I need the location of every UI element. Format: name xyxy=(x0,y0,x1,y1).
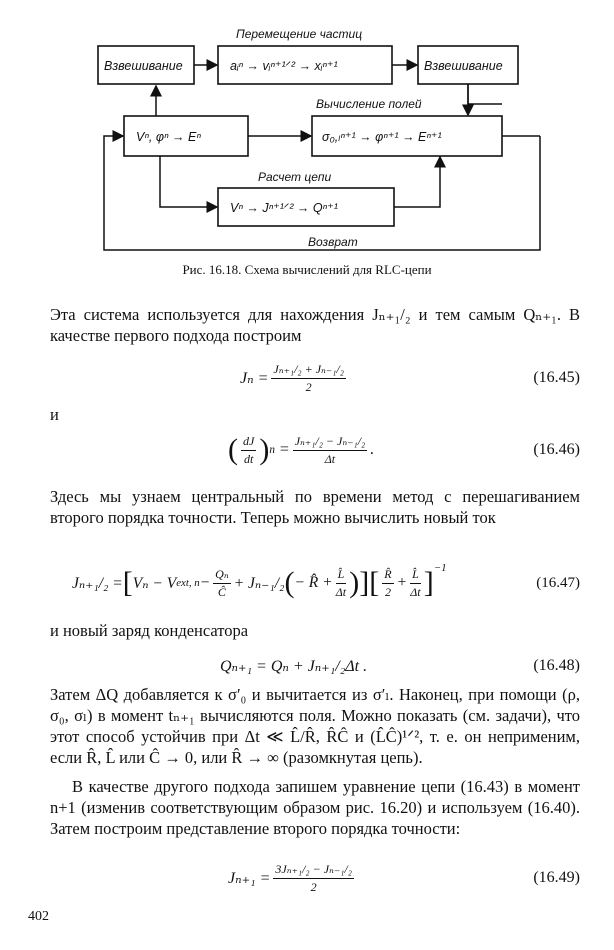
eq45-den: 2 xyxy=(305,379,312,394)
eq46-number: (16.46) xyxy=(533,441,580,458)
equation-16-47: Jₙ₊₁/₂ = [ Vₙ − V ext, n − $\frac{\text{Qₙ}}{Ĉ}$ + Jₙ₋₁/₂ ( − R̂ + $\frac{L̂}{\Delta t}$ )] [ $\frac{R̂}{2}$ + $\frac{L̂}{\Delta t}$ ] $^{-1}$ (16.47) xyxy=(50,560,580,606)
top-label: Перемещение частиц xyxy=(236,27,363,41)
weigh-left-label: Взвешивание xyxy=(104,59,183,73)
paragraph-3: Здесь мы узнаем центральный по времени метод с перешагиванием второго порядка точности. Теперь можно вычислить новый ток xyxy=(50,487,580,527)
calculation-scheme-diagram xyxy=(0,0,614,290)
field-box-label: σ₀,ₗⁿ⁺¹ → φⁿ⁺¹ → Eⁿ⁺¹ xyxy=(322,130,442,144)
paragraph-and: и xyxy=(50,405,59,424)
paragraph-5: Затем ΔQ добавляется к σ′₀ и вычитается из σ′ₗ. Наконец, при помощи (ρ, σ₀, σₗ) в момент tₙ₊₁ вычисляются поля. Можно показать (см. задачи), что этот способ устойчив при Δt ≪ L̂/R̂, R̂Ĉ и (L̂Ĉ)¹ᐟ², т. е. он неприменим, если R̂, L̂ или Ĉ → 0, или R̂ → ∞ (разомкнутая цепь). xyxy=(50,685,580,767)
eq45-number: (16.45) xyxy=(533,369,580,386)
eq47-t1sub: ext, n xyxy=(176,577,200,589)
figure-caption: Рис. 16.18. Схема вычислений для RLC-цепи xyxy=(182,262,432,277)
eq47-exp: −1 xyxy=(433,562,447,574)
weigh-right-label: Взвешивание xyxy=(424,59,503,73)
eq47-l: L̂ xyxy=(336,567,347,584)
eq47-t4: − R̂ + xyxy=(294,574,333,591)
eq49-lhs: Jₙ₊₁ = xyxy=(228,870,271,887)
eq49-frac xyxy=(273,862,354,895)
arrow-vphi-to-circuit xyxy=(160,156,217,207)
eq47-plus: + xyxy=(396,574,408,591)
arrow-weigh-to-field xyxy=(468,84,502,104)
eq46-lhs-frac xyxy=(241,434,256,467)
circuit-label: Расчет цепи xyxy=(258,170,332,184)
eq47-r-frac xyxy=(382,567,393,600)
eq49-number: (16.49) xyxy=(533,869,580,886)
eq47-two: 2 xyxy=(384,584,391,599)
eq45-frac xyxy=(271,362,346,395)
eq49-den: 2 xyxy=(310,879,317,894)
eq47-qn: Qₙ xyxy=(213,567,231,584)
eq48-number: (16.48) xyxy=(533,657,580,674)
eq47-dt: Δt xyxy=(335,584,347,599)
eq47-q-frac xyxy=(213,567,231,600)
arrow-circuit-to-field xyxy=(394,157,440,207)
eq49-num: 3Jₙ₊₁/₂ − Jₙ₋₁/₂ xyxy=(273,862,354,879)
equation-16-46: ( $\frac{dJ}{dt}$ ) n = $\frac{\text{Jₙ₊₁/₂ − Jₙ₋₁/₂}}{\Delta t}$ . (16.46) xyxy=(50,430,580,470)
eq46-frac xyxy=(293,434,368,467)
eq46-lhs-sub: n xyxy=(269,444,275,456)
eq47-l2-frac xyxy=(410,567,421,600)
paragraph-4: и новый заряд конденсатора xyxy=(50,621,249,640)
eq45-num: Jₙ₊₁/₂ + Jₙ₋₁/₂ xyxy=(271,362,346,379)
eq47-c: Ĉ xyxy=(217,584,226,599)
circuit-box-label: Vⁿ → Jⁿ⁺¹ᐟ² → Qⁿ⁺¹ xyxy=(230,201,338,215)
arrow-return xyxy=(104,136,540,250)
eq48-formula: Qₙ₊₁ = Qₙ + Jₙ₊₁/₂Δt . xyxy=(220,658,368,675)
eq47-dt2: Δt xyxy=(410,584,421,599)
eq46-lhs-den: dt xyxy=(243,451,254,466)
eq47-r: R̂ xyxy=(382,567,393,584)
eq46-num: Jₙ₊₁/₂ − Jₙ₋₁/₂ xyxy=(293,434,368,451)
eq47-l2: L̂ xyxy=(410,567,421,584)
equation-16-48 xyxy=(50,646,580,686)
field-label: Вычисление полей xyxy=(316,97,422,111)
paragraph-6: В качестве другого подхода запишем уравнение цепи (16.43) в момент n+1 (изменив соответствующим образом рис. 16.20) и используем (16.40). Затем построим представление второго порядка точности: xyxy=(50,777,580,838)
vphi-label: Vⁿ, φⁿ → Eⁿ xyxy=(136,130,201,144)
equation-16-45 xyxy=(50,358,580,398)
return-label: Возврат xyxy=(308,235,358,249)
eq47-l-frac xyxy=(336,567,347,600)
eq47-number: (16.47) xyxy=(536,574,580,591)
eq47-t3: + Jₙ₋₁/₂ xyxy=(233,574,285,592)
eq47-lhs: Jₙ₊₁/₂ = xyxy=(72,574,123,592)
equation-16-49 xyxy=(50,858,580,898)
eq46-lhs-num: dJ xyxy=(241,434,256,451)
eq46-den: Δt xyxy=(324,451,336,466)
eq47-t1: Vₙ − V xyxy=(132,574,177,592)
eq47-t2: − xyxy=(199,574,211,591)
eq45-lhs: Jₙ = xyxy=(240,370,269,387)
particle-move-label: aᵢⁿ → vᵢⁿ⁺¹ᐟ² → xᵢⁿ⁺¹ xyxy=(230,59,338,73)
page-number: 402 xyxy=(28,909,49,924)
paragraph-1: Эта система используется для нахождения Jₙ₊₁/₂ и тем самым Qₙ₊₁. В качестве первого подхода построим xyxy=(50,305,580,345)
